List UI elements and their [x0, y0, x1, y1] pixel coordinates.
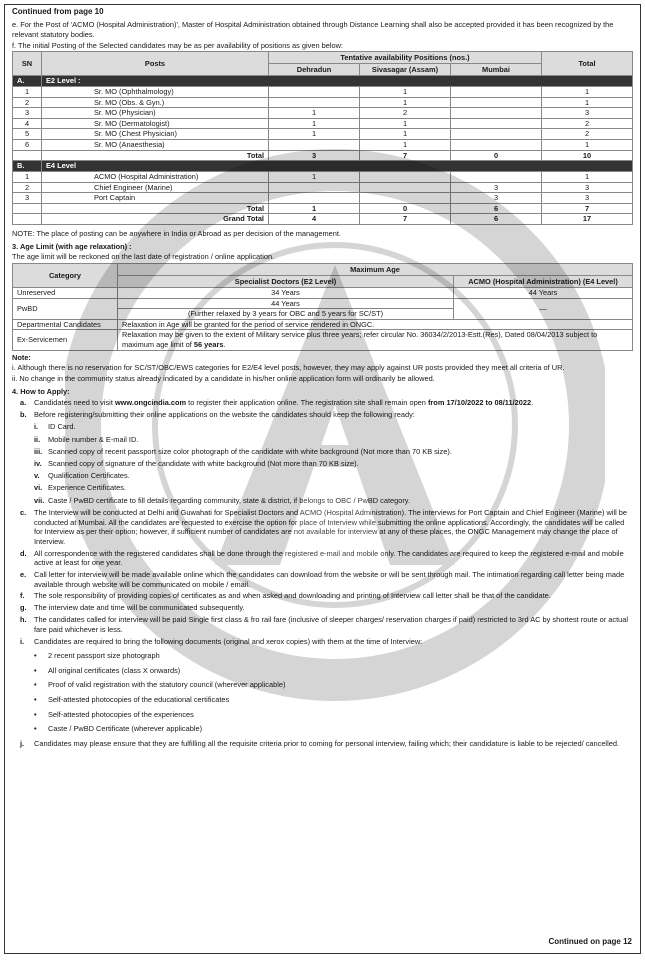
how-b-list	[12, 422, 633, 505]
e2-dehradun	[269, 97, 360, 108]
e2-total: 1	[542, 140, 633, 151]
e2-dehradun: 1	[269, 108, 360, 119]
e2-sivasagar: 1	[360, 97, 451, 108]
e2-sn: 4	[13, 118, 42, 129]
e4-rows	[13, 171, 633, 203]
e2-mumbai	[451, 108, 542, 119]
section-a-code: A.	[13, 76, 42, 87]
e4-dehradun: 1	[269, 171, 360, 182]
how-item-h: h. The candidates called for interview will be paid Single first class & fro rail fare (inclusive of sleeper charges/ reservation charges if paid) restricted to 3rd AC by shortest route or actual fare paid whichever is less.	[20, 615, 628, 634]
bullet-icon: •	[34, 709, 37, 719]
how-i-item: • 2 recent passport size photograph	[34, 651, 160, 661]
th-category: Category	[13, 263, 118, 287]
e2-row	[13, 108, 633, 119]
e2-row	[13, 118, 633, 129]
e4-mumbai: 3	[451, 193, 542, 204]
e4-mumbai: 3	[451, 182, 542, 193]
age-heading: 3. Age Limit (with age relaxation) :	[12, 241, 132, 251]
ongc-website-link[interactable]: www.ongcindia.com	[114, 398, 187, 408]
how-i-item: • All original certificates (class X onwards)	[34, 665, 181, 675]
e4-sn: 3	[13, 193, 42, 204]
e2-mumbai	[451, 118, 542, 129]
th-sivasagar: Sivasagar (Assam)	[360, 64, 451, 76]
section-b-code: B.	[13, 161, 42, 172]
age-table	[12, 263, 633, 351]
e2-dehradun	[269, 86, 360, 97]
e2-row	[13, 97, 633, 108]
th-tentative: Tentative availability Positions (nos.)	[269, 52, 542, 64]
e2-post: Sr. MO (Chest Physician)	[42, 129, 269, 140]
th-sn: SN	[13, 52, 42, 76]
e2-total: 1	[542, 86, 633, 97]
note-e: e. For the Post of 'ACMO (Hospital Administration)', Master of Hospital Administration obtained through Distance Learning shall also be accepted provided it has been recognized by the relevant statutory bodies.	[12, 20, 614, 40]
how-item-c: c. The Interview will be conducted at Delhi and Guwahati for Specialist Doctors and ACMO (Hospital Administration). The interviews for Port Captain and Chief Engineer (Marine) will be conducted at Mumbai. All the candidates are requested to exercise the option for place of Interview while submitting the online applications. Accordingly, the candidates will be called for Interview as per their option; however, if sufficient number of candidates are not available for interview at any of these places, the ONGC Management may change the place of Interview.	[20, 507, 628, 546]
e2-total: 1	[542, 97, 633, 108]
e2-row	[13, 129, 633, 140]
th-specialist: Specialist Doctors (E2 Level)	[118, 275, 454, 287]
e2-post: Sr. MO (Physician)	[42, 108, 269, 119]
note-ii: ii. No change in the community status already indicated by a candidate in his/her online application form will ordinarily be allowed.	[12, 373, 435, 383]
e2-post: Sr. MO (Dermatologist)	[42, 118, 269, 129]
how-b-item: iv. Scanned copy of signature of the candidate with white background (Not more than 70 KB size).	[34, 459, 359, 469]
e4-dehradun	[269, 182, 360, 193]
e2-sivasagar: 1	[360, 140, 451, 151]
note-f: f. The initial Posting of the Selected candidates may be as per availability of positions as given below:	[12, 40, 343, 50]
e4-total: 1	[542, 171, 633, 182]
bullet-icon: •	[34, 724, 37, 734]
e2-sn: 6	[13, 140, 42, 151]
e2-sivasagar: 1	[360, 118, 451, 129]
how-item-i: i. Candidates are required to bring the following documents (original and xerox copies) with them at the time of Interview:	[20, 636, 423, 646]
e2-total: 2	[542, 129, 633, 140]
how-i-item: • Caste / PwBD Certificate (wherever applicable)	[34, 724, 203, 734]
age-intro: The age limit will be reckoned on the last date of registration / online application.	[12, 252, 275, 262]
th-dehradun: Dehradun	[269, 64, 360, 76]
e2-sivasagar: 1	[360, 129, 451, 140]
how-b-item: vi. Experience Certificates.	[34, 483, 127, 493]
e4-sn: 1	[13, 171, 42, 182]
how-b-item: ii. Mobile number & E-mail ID.	[34, 434, 139, 444]
continued-from: Continued from page 10	[12, 7, 104, 16]
document-page	[4, 4, 641, 954]
e4-dehradun	[269, 193, 360, 204]
positions-table	[12, 51, 633, 225]
how-i-list	[12, 651, 633, 734]
e2-mumbai	[451, 129, 542, 140]
bullet-icon: •	[34, 695, 37, 705]
how-b-item: iii. Scanned copy of recent passport size color photograph of the candidate with white background (Not more than 70 KB size).	[34, 446, 452, 456]
section-b-row	[13, 161, 633, 172]
e2-total: 3	[542, 108, 633, 119]
e2-sivasagar: 2	[360, 108, 451, 119]
e4-post: Port Captain	[42, 193, 269, 204]
row-pwbd: PwBD 44 Years —	[13, 298, 633, 309]
e2-sivasagar: 1	[360, 86, 451, 97]
section-a-label: E2 Level :	[42, 76, 633, 87]
how-item-d: d. All correspondence with the registered candidates shall be done through the registered e-mail and mobile only. The candidates are required to keep the registered e-mail and mobile active at least for one year.	[20, 548, 624, 568]
e4-row	[13, 182, 633, 193]
row-pwbd-note: (Further relaxed by 3 years for OBC and 5 years for SC/ST)	[13, 309, 633, 320]
e4-total-row: Total 1 0 6 7	[13, 203, 633, 214]
e2-dehradun: 1	[269, 129, 360, 140]
how-b-item: v. Qualification Certificates.	[34, 471, 130, 481]
bullet-icon: •	[34, 651, 37, 661]
bullet-icon: •	[34, 680, 37, 690]
e2-mumbai	[451, 97, 542, 108]
how-b-item: i. ID Card.	[34, 422, 76, 432]
e2-post: Sr. MO (Ophthalmology)	[42, 86, 269, 97]
how-item-j: j. Candidates may please ensure that they are fulfilling all the requisite criteria prior to coming for personal interview, failing which; their candidature is liable to be rejected/ cancelled.	[20, 738, 619, 748]
row-ex-servicemen: Ex-Servicemen Relaxation may be given to the extent of Military service plus three years; refer circular No. 36034/2/2013-Estt.(Res), Dated 08/04/2013 subject to maximum age limit of 56 years.	[13, 330, 633, 350]
how-item-e: e. Call letter for interview will be made available online which the candidates can download from the website or will be sent through mail. The intimation regarding call letter being made available through website will be communicated on mobile / email.	[20, 570, 625, 589]
row-departmental: Departmental Candidates Relaxation in Age will be granted for the period of service rendered in ONGC.	[13, 319, 633, 330]
e2-post: Sr. MO (Anaesthesia)	[42, 140, 269, 151]
how-i-item: • Self-attested photocopies of the experiences	[34, 709, 194, 719]
e4-post: Chief Engineer (Marine)	[42, 182, 269, 193]
note-posting: NOTE: The place of posting can be anywhere in India or Abroad as per decision of the management.	[12, 229, 341, 239]
e2-sn: 2	[13, 97, 42, 108]
e4-sn: 2	[13, 182, 42, 193]
th-max-age: Maximum Age	[118, 263, 633, 275]
th-total: Total	[542, 52, 633, 76]
e2-total-row: Total 3 7 0 10	[13, 150, 633, 161]
th-acmo: ACMO (Hospital Administration) (E4 Level)	[454, 275, 633, 287]
section-a-row	[13, 76, 633, 87]
e4-post: ACMO (Hospital Administration)	[42, 171, 269, 182]
th-mumbai: Mumbai	[451, 64, 542, 76]
note-heading: Note:	[12, 352, 31, 362]
e2-sn: 3	[13, 108, 42, 119]
row-unreserved: Unreserved 34 Years 44 Years	[13, 287, 633, 298]
section-b-label: E4 Level	[42, 161, 633, 172]
e4-sivasagar	[360, 193, 451, 204]
e2-sn: 1	[13, 86, 42, 97]
e2-sn: 5	[13, 129, 42, 140]
how-item-b: b. Before registering/submitting their online applications on the website the candidates should keep the following ready:	[20, 410, 415, 420]
how-item-g: g. The interview date and time will be communicated subsequently.	[20, 603, 245, 613]
grand-total-row: Grand Total 4 7 6 17	[13, 214, 633, 225]
e2-rows	[13, 86, 633, 150]
bullet-icon: •	[34, 665, 37, 675]
how-i-item: • Proof of valid registration with the statutory council (wherever applicable)	[34, 680, 286, 690]
e2-dehradun: 1	[269, 118, 360, 129]
how-to-apply	[12, 398, 633, 748]
continued-on: Continued on page 12	[548, 936, 632, 946]
note-i: i. Although there is no reservation for SC/ST/OBC/EWS categories for E2/E4 level posts, however, they may apply against UR posts provided they meet all criteria of UR.	[12, 363, 565, 373]
e2-total: 2	[542, 118, 633, 129]
e2-mumbai	[451, 140, 542, 151]
e4-sivasagar	[360, 182, 451, 193]
th-posts: Posts	[42, 52, 269, 76]
e4-total: 3	[542, 182, 633, 193]
e4-mumbai	[451, 171, 542, 182]
e2-row	[13, 86, 633, 97]
e4-sivasagar	[360, 171, 451, 182]
how-item-f: f. The sole responsibility of providing copies of certificates as and when asked and downloading and printing of Interview call letter shall be that of the candidate.	[20, 591, 551, 601]
e2-dehradun	[269, 140, 360, 151]
how-i-item: • Self-attested photocopies of the educational certificates	[34, 695, 230, 705]
e2-mumbai	[451, 86, 542, 97]
e4-row	[13, 171, 633, 182]
e4-row	[13, 193, 633, 204]
e2-row	[13, 140, 633, 151]
e2-post: Sr. MO (Obs. & Gyn.)	[42, 97, 269, 108]
e4-total: 3	[542, 193, 633, 204]
how-item-a: a. Candidates need to visit www.ongcindia.com to register their application online. The registration site shall remain open from 17/10/2022 to 08/11/2022.	[20, 398, 534, 408]
how-heading: 4. How to Apply:	[12, 386, 70, 396]
how-b-item: vii. Caste / PwBD certificate to fill details regarding community, state & district, if belongs to OBC / PwBD category.	[34, 495, 411, 505]
